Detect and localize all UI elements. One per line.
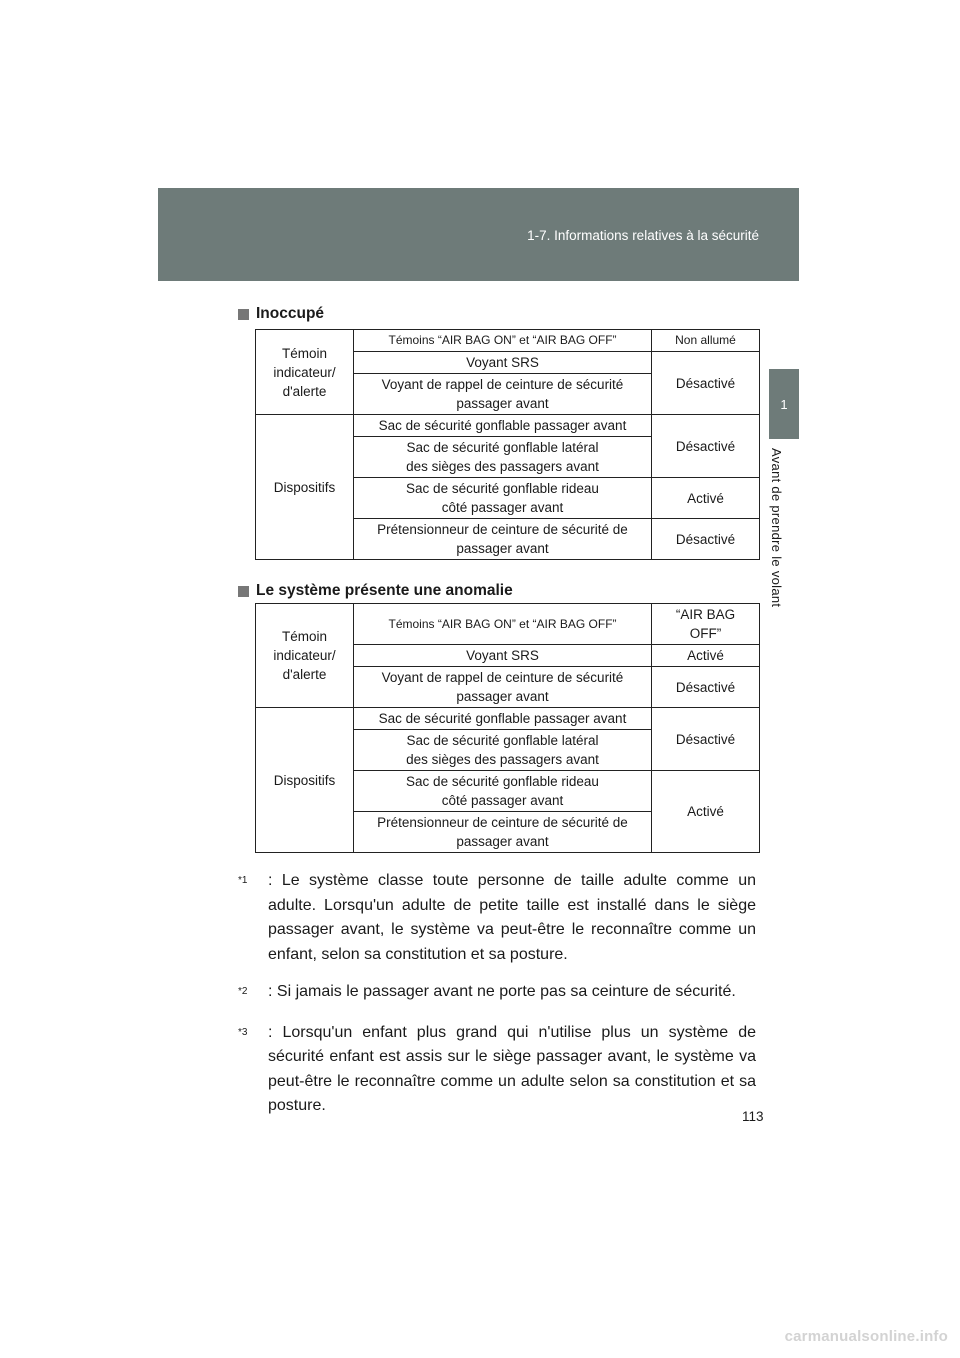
footnote-mark: *3 xyxy=(238,1026,248,1038)
heading-anomalie xyxy=(238,582,513,600)
footnote-text: : Si jamais le passager avant ne porte pas sa ceinture de sécurité. xyxy=(268,983,736,1000)
heading-text: Le système présente une anomalie xyxy=(256,582,513,599)
heading-text: Inoccupé xyxy=(256,305,325,322)
footnote-text: : Le système classe toute personne de taille adulte comme un adulte. Lorsqu'un adulte de petite taille est installé dans le siège passager avant, le système va peut-être le reconnaître comme un enfant, selon sa constitution et sa posture. xyxy=(268,872,756,963)
footnote-text: : Lorsqu'un enfant plus grand qui n'utilise plus un système de sécurité enfant est assis sur le siège passager avant, le système va peut-être le reconnaître comme un adulte selon sa constitution et sa posture. xyxy=(268,1023,756,1114)
footnote xyxy=(238,1021,756,1119)
table-cell: “AIR BAG OFF” xyxy=(652,604,760,645)
status-table-inoccupe xyxy=(255,329,760,560)
footnote-mark: *2 xyxy=(238,986,248,997)
chapter-side-label: Avant de prendre le volant xyxy=(769,448,784,608)
category-cell: Dispositifs xyxy=(256,415,354,560)
table-cell: Témoins “AIR BAG ON” et “AIR BAG OFF” xyxy=(354,604,652,645)
table-cell: Témoins “AIR BAG ON” et “AIR BAG OFF” xyxy=(354,330,652,352)
status-table-anomalie xyxy=(255,603,760,853)
table-cell: Sac de sécurité gonflable latéral des sièges des passagers avant xyxy=(354,730,652,771)
section-title: 1-7. Informations relatives à la sécurité xyxy=(527,228,759,243)
footnotes xyxy=(238,869,756,1132)
table-cell: Non allumé xyxy=(652,330,760,352)
table-cell: Prétensionneur de ceinture de sécurité de passager avant xyxy=(354,519,652,560)
square-bullet-icon xyxy=(238,586,249,597)
chapter-header-band xyxy=(158,188,799,281)
table-cell: Désactivé xyxy=(652,708,760,771)
category-cell: Dispositifs xyxy=(256,708,354,853)
table-cell: Sac de sécurité gonflable latéral des sièges des passagers avant xyxy=(354,437,652,478)
chapter-tab: 1 xyxy=(769,369,799,439)
table-cell: Activé xyxy=(652,478,760,519)
footnote xyxy=(238,980,756,1008)
table-cell: Sac de sécurité gonflable rideau côté passager avant xyxy=(354,771,652,812)
footnote-mark: *1 xyxy=(238,875,248,886)
table-cell: Désactivé xyxy=(652,519,760,560)
table-cell: Sac de sécurité gonflable passager avant xyxy=(354,708,652,730)
table-cell: Désactivé xyxy=(652,352,760,415)
footnote xyxy=(238,869,756,967)
heading-inoccupe xyxy=(238,305,324,323)
table-cell: Désactivé xyxy=(652,415,760,478)
table-cell: Voyant de rappel de ceinture de sécurité passager avant xyxy=(354,374,652,415)
watermark: carmanualsonline.info xyxy=(784,1328,948,1345)
square-bullet-icon xyxy=(238,309,249,320)
table-cell: Activé xyxy=(652,771,760,853)
category-cell: Témoin indicateur/ d'alerte xyxy=(256,330,354,415)
table-cell: Voyant SRS xyxy=(354,645,652,667)
table-cell: Prétensionneur de ceinture de sécurité de passager avant xyxy=(354,812,652,853)
table-cell: Sac de sécurité gonflable rideau côté passager avant xyxy=(354,478,652,519)
table-cell: Désactivé xyxy=(652,667,760,708)
table-cell: Voyant SRS xyxy=(354,352,652,374)
category-cell: Témoin indicateur/ d'alerte xyxy=(256,604,354,708)
table-cell: Activé xyxy=(652,645,760,667)
page-number: 113 xyxy=(742,1109,764,1124)
table-cell: Sac de sécurité gonflable passager avant xyxy=(354,415,652,437)
table-cell: Voyant de rappel de ceinture de sécurité passager avant xyxy=(354,667,652,708)
